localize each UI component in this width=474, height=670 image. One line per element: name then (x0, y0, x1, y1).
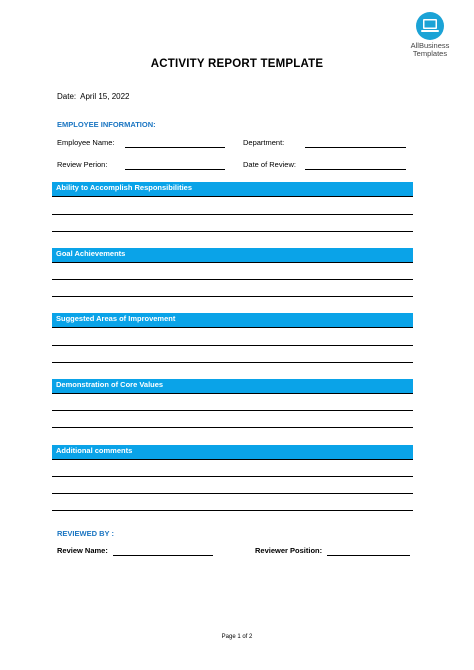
reviewer-position-field[interactable] (327, 555, 410, 556)
section-title: Demonstration of Core Values (56, 380, 164, 389)
review-name-field[interactable] (113, 555, 213, 556)
logo-text (400, 42, 460, 58)
writing-line[interactable] (52, 231, 413, 232)
writing-line[interactable] (52, 214, 413, 215)
date-of-review-field[interactable] (305, 169, 406, 170)
employee-name-field[interactable] (125, 147, 225, 148)
writing-line[interactable] (52, 493, 413, 494)
date-value: April 15, 2022 (80, 92, 130, 101)
section-title: Suggested Areas of Improvement (56, 314, 176, 323)
logo-line-2: Templates (412, 49, 448, 58)
logo-line-1: AllBusiness (410, 41, 450, 50)
writing-line[interactable] (52, 510, 413, 511)
employee-name-label: Employee Name: (57, 138, 115, 147)
section-band-goals (52, 248, 413, 263)
writing-line[interactable] (52, 279, 413, 280)
brand-logo[interactable] (400, 12, 460, 58)
department-field[interactable] (305, 147, 406, 148)
page-number: Page 1 of 2 (221, 634, 253, 640)
section-band-responsibilities (52, 182, 413, 197)
section-band-comments (52, 445, 413, 460)
section-band-core-values (52, 379, 413, 394)
writing-line[interactable] (52, 362, 413, 363)
section-title: Ability to Accomplish Responsibilities (56, 183, 192, 192)
date-of-review-label: Date of Review: (243, 160, 296, 169)
page-title: ACTIVITY REPORT TEMPLATE (150, 58, 324, 70)
section-title: Goal Achievements (56, 249, 126, 258)
writing-line[interactable] (52, 427, 413, 428)
reviewed-by-heading: REVIEWED BY : (57, 529, 114, 538)
employee-info-heading: EMPLOYEE INFORMATION: (57, 120, 156, 129)
reviewer-position-label: Reviewer Position: (255, 546, 323, 555)
writing-line[interactable] (52, 476, 413, 477)
date-line (57, 92, 130, 101)
review-period-field[interactable] (125, 169, 225, 170)
department-label: Department: (243, 138, 285, 147)
laptop-icon (416, 12, 444, 40)
review-name-label: Review Name: (57, 546, 108, 555)
writing-line[interactable] (52, 296, 413, 297)
section-title: Additional comments (56, 446, 133, 455)
section-band-improvement (52, 313, 413, 328)
writing-line[interactable] (52, 410, 413, 411)
review-period-label: Review Perion: (57, 160, 108, 169)
date-label: Date: (57, 92, 77, 101)
writing-line[interactable] (52, 345, 413, 346)
